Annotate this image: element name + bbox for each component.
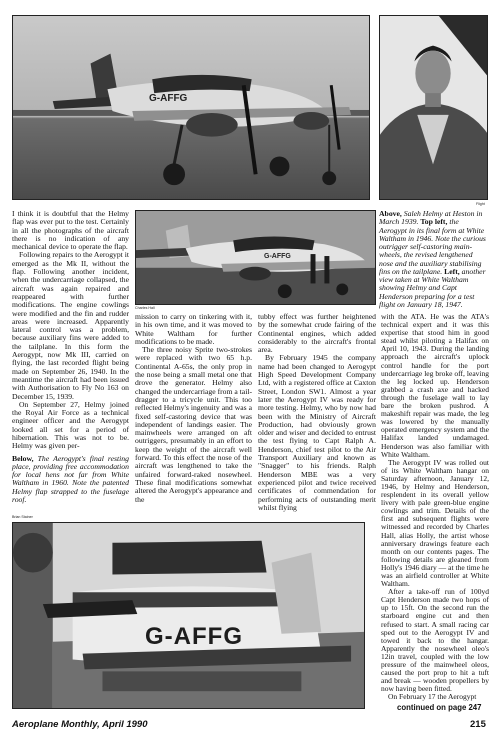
aircraft-photo-graphic bbox=[136, 211, 375, 304]
article-column-2 bbox=[135, 313, 252, 504]
photo-aerogypt-white-waltham-1946 bbox=[12, 15, 370, 200]
paragraph: On September 27, Helmy joined the Royal Air Force as a technical engineer officer and the Aerogypt looked all set for a period of hibernation. This was not to be. Helmy was given per- bbox=[12, 399, 129, 451]
paragraph: with the ATA. He was the ATA's technical expert and it was this expertise that stood him in good stead whilst piloting a Halifax on April 10, 1943. During the landing approach the aircraft's uplock control handle for the port undercarriage leg broke off, leaving the leg locked up. Henderson grabbed a crash axe and hacked through the fuselage wall to lay bare the broken pushrod. A makeshift repair was made, the leg was lowered by the manually operated emergency system and the Halifax landed undamaged. Henderson was also familiar with White Waltham. bbox=[381, 312, 489, 459]
paragraph: The Aerogypt IV was rolled out of its White Waltham hangar on Saturday afternoon, January 12, 1946, by Helmy and Henderson, resplendent in its overall yellow livery with pale green-blue engine cowlings and trim. Details of the first and subsequent flights were witnessed and recorded by Charles Hall, alias Holly, the artist whose anniversary drawings feature each month on our contents pages. The following details are gleaned from Holly's 1946 diary — at the time he was an airfield controller at White Waltham. bbox=[381, 457, 489, 589]
photo-credit-flight: Flight bbox=[476, 202, 485, 206]
paragraph: I think it is doubtful that the Helmy flap was ever put to the test. Certainly in all the photographs of the aircraft there is no indication of any mechanical device to operate the flap. bbox=[12, 209, 129, 252]
photo-credit-brian-stainer: Brian Stainer bbox=[12, 515, 33, 519]
photo-caption-right bbox=[379, 210, 488, 309]
caption-text: Saleh Helmy at Heston in March 1939. bbox=[379, 209, 483, 227]
magazine-footer-title: Aeroplane Monthly, April 1990 bbox=[12, 719, 148, 730]
photo-saleh-helmy-portrait bbox=[379, 15, 488, 200]
paragraph: tubby effect was further heightened by the somewhat crude fairing of the Continental engines, which added considerably to the aircraft's frontal area. bbox=[258, 312, 376, 355]
article-column-1 bbox=[12, 210, 129, 504]
paragraph: Following repairs to the Aerogypt it emerged as the Mk II, without the flap. Following another incident, when the undercarriage collapsed, the aircraft was again repaired and reappeared with further modifications. The engine cowlings were modified and the fin and rudder areas were increased. Apparently lateral control was a problem, because auxiliary fins were added to the tailplane. In this form the Aerogypt, now Mk III, carried on flying, the last recorded flight being made on September 26, 1940. In the meantime the aircraft had been issued with Authorisation to Fly No 163 on December 15, 1939. bbox=[12, 250, 129, 401]
page-number: 215 bbox=[470, 719, 486, 730]
photo-caption-below bbox=[12, 455, 129, 505]
paragraph: On February 17 the Aerogypt bbox=[388, 692, 477, 702]
caption-lead: Top left, bbox=[420, 217, 448, 227]
continued-on-page: continued on page 247 bbox=[397, 703, 482, 712]
registration-marking: G-AFFG bbox=[149, 93, 188, 104]
caption-lead: Below, bbox=[12, 453, 34, 463]
paragraph: After a take-off run of 100yd Capt Henderson made two hops of up to 15ft. On the second run the starboard engine cut and then refused to start. A small racing car sped out to the Aerogypt IV and towed it back to the hangar. Apparently the nosewheel oleo's 12in travel, coupled with the low pressure of the mainwheel oleos, caused the port prop to hit a tuft and break — wooden propellers by now having been fitted. bbox=[381, 587, 489, 694]
paragraph: By February 1945 the company name had been changed to Aerogypt High Speed Development Company Ltd, with a registered office at Caxton Street, London SW1. Almost a year later the Aerogypt IV was ready for more testing. Helmy, who by now had been with the Ministry of Aircraft Production, had obviously grown older and wiser and decided to entrust the test flying to Capt Ralph A. Henderson, chief test pilot to the Air Transport Auxiliary and known as "Snagger" to his friends. Ralph Henderson MBE was a very experienced pilot and twice received certificates of commendation for performing acts of outstanding merit whilst flying bbox=[258, 353, 376, 512]
paragraph: mission to carry on tinkering with it, in his own time, and it was moved to White Waltham for further modifications to be made. bbox=[135, 312, 252, 346]
portrait-photo-graphic bbox=[380, 16, 487, 199]
photo-helmy-henderson-test-flight bbox=[135, 210, 376, 305]
photo-credit-charles-hall: Charles Hall bbox=[135, 306, 155, 310]
derelict-aircraft-photo-graphic bbox=[13, 523, 364, 708]
caption-text: The Aerogypt's final resting place, providing free accommodation for local hens not far from White Waltham in 1960. Note the patented Helmy flap strapped to the fuselage roof. bbox=[12, 453, 129, 504]
caption-lead: Above, bbox=[379, 209, 402, 218]
article-column-4 bbox=[381, 313, 489, 702]
caption-text: another view taken at White Waltham showing Helmy and Capt Henderson preparing for a test flight on January 18, 1947. bbox=[379, 266, 486, 309]
photo-aerogypt-hen-house-1960 bbox=[12, 522, 365, 709]
registration-marking: G-AFFG bbox=[145, 623, 243, 650]
paragraph: The three noisy Sprite two-strokes were replaced with two 65 h.p. Continental A-65s, the only prop in the nose being a small metal one that drove the generator. Helmy also changed the undercarriage from a tail-dragger to a tricycle unit. This too reflected Helmy's ingenuity and was a fixed self-castoring device that was independent of landings easier. The mainwheels were arranged on aft outriggers, presumably in an effort to keep the weight of the aircraft well forward. To this effect the nose of the aircraft was lengthened to take the unfaired forward-raked nosewheel. These final modifications somewhat altered the Aerogypt's appearance and the bbox=[135, 345, 252, 504]
caption-lead: Left, bbox=[444, 266, 460, 276]
aircraft-photo-graphic bbox=[13, 16, 369, 199]
caption-text: the Aerogypt in its final form at White Waltham in 1946. Note the curious outrigger self-castoring main-wheels, the revised lengthened nose and the auxiliary stabilising fins on the tailplane. bbox=[379, 217, 486, 276]
article-column-3 bbox=[258, 313, 376, 512]
registration-marking: G-AFFG bbox=[264, 253, 291, 260]
